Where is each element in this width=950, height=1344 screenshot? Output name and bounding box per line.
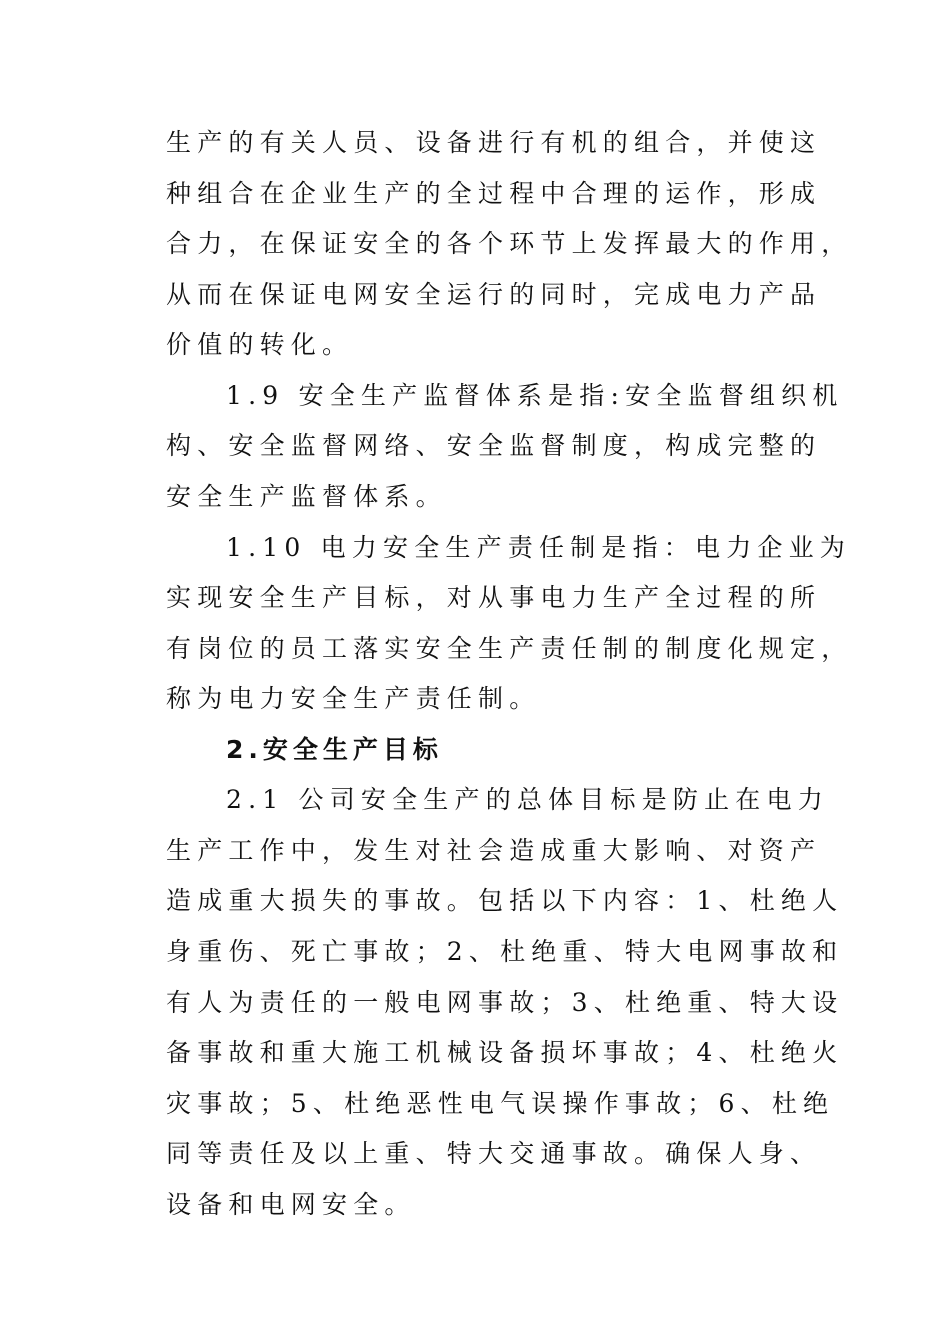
text-line: 身重伤、死亡事故；2、杜绝重、特大电网事故和: [166, 937, 844, 966]
section-2-1-line: 2.1 公司安全生产的总体目标是防止在电力: [226, 785, 829, 814]
text-line: 备事故和重大施工机械设备损坏事故；4、杜绝火: [166, 1038, 844, 1067]
text-line: 同等责任及以上重、特大交通事故。确保人身、: [166, 1139, 822, 1168]
text-line: 实现安全生产目标，对从事电力生产全过程的所: [166, 583, 822, 612]
section-heading: 2.安全生产目标: [226, 735, 443, 764]
section-1-10-line: 1.10 电力安全生产责任制是指：电力企业为: [226, 533, 852, 562]
text-line: 安全生产监督体系。: [166, 482, 447, 511]
text-line: 有人为责任的一般电网事故；3、杜绝重、特大设: [166, 988, 844, 1017]
text-line: 合力，在保证安全的各个环节上发挥最大的作用，: [166, 229, 853, 258]
text-line: 灾事故；5、杜绝恶性电气误操作事故；6、杜绝: [166, 1089, 835, 1118]
text-line: 生产工作中，发生对社会造成重大影响、对资产: [166, 836, 822, 865]
text-line: 构、安全监督网络、安全监督制度，构成完整的: [166, 431, 822, 460]
section-1-9-line: 1.9 安全生产监督体系是指:安全监督组织机: [226, 381, 844, 410]
text-line: 价值的转化。: [166, 330, 354, 359]
text-line: 种组合在企业生产的全过程中合理的运作，形成: [166, 179, 822, 208]
text-line: 设备和电网安全。: [166, 1190, 416, 1219]
text-line: 造成重大损失的事故。包括以下内容：1、杜绝人: [166, 886, 844, 915]
text-line: 从而在保证电网安全运行的同时，完成电力产品: [166, 280, 822, 309]
text-line: 称为电力安全生产责任制。: [166, 684, 541, 713]
text-line: 生产的有关人员、设备进行有机的组合，并使这: [166, 128, 822, 157]
text-line: 有岗位的员工落实安全生产责任制的制度化规定，: [166, 634, 853, 663]
